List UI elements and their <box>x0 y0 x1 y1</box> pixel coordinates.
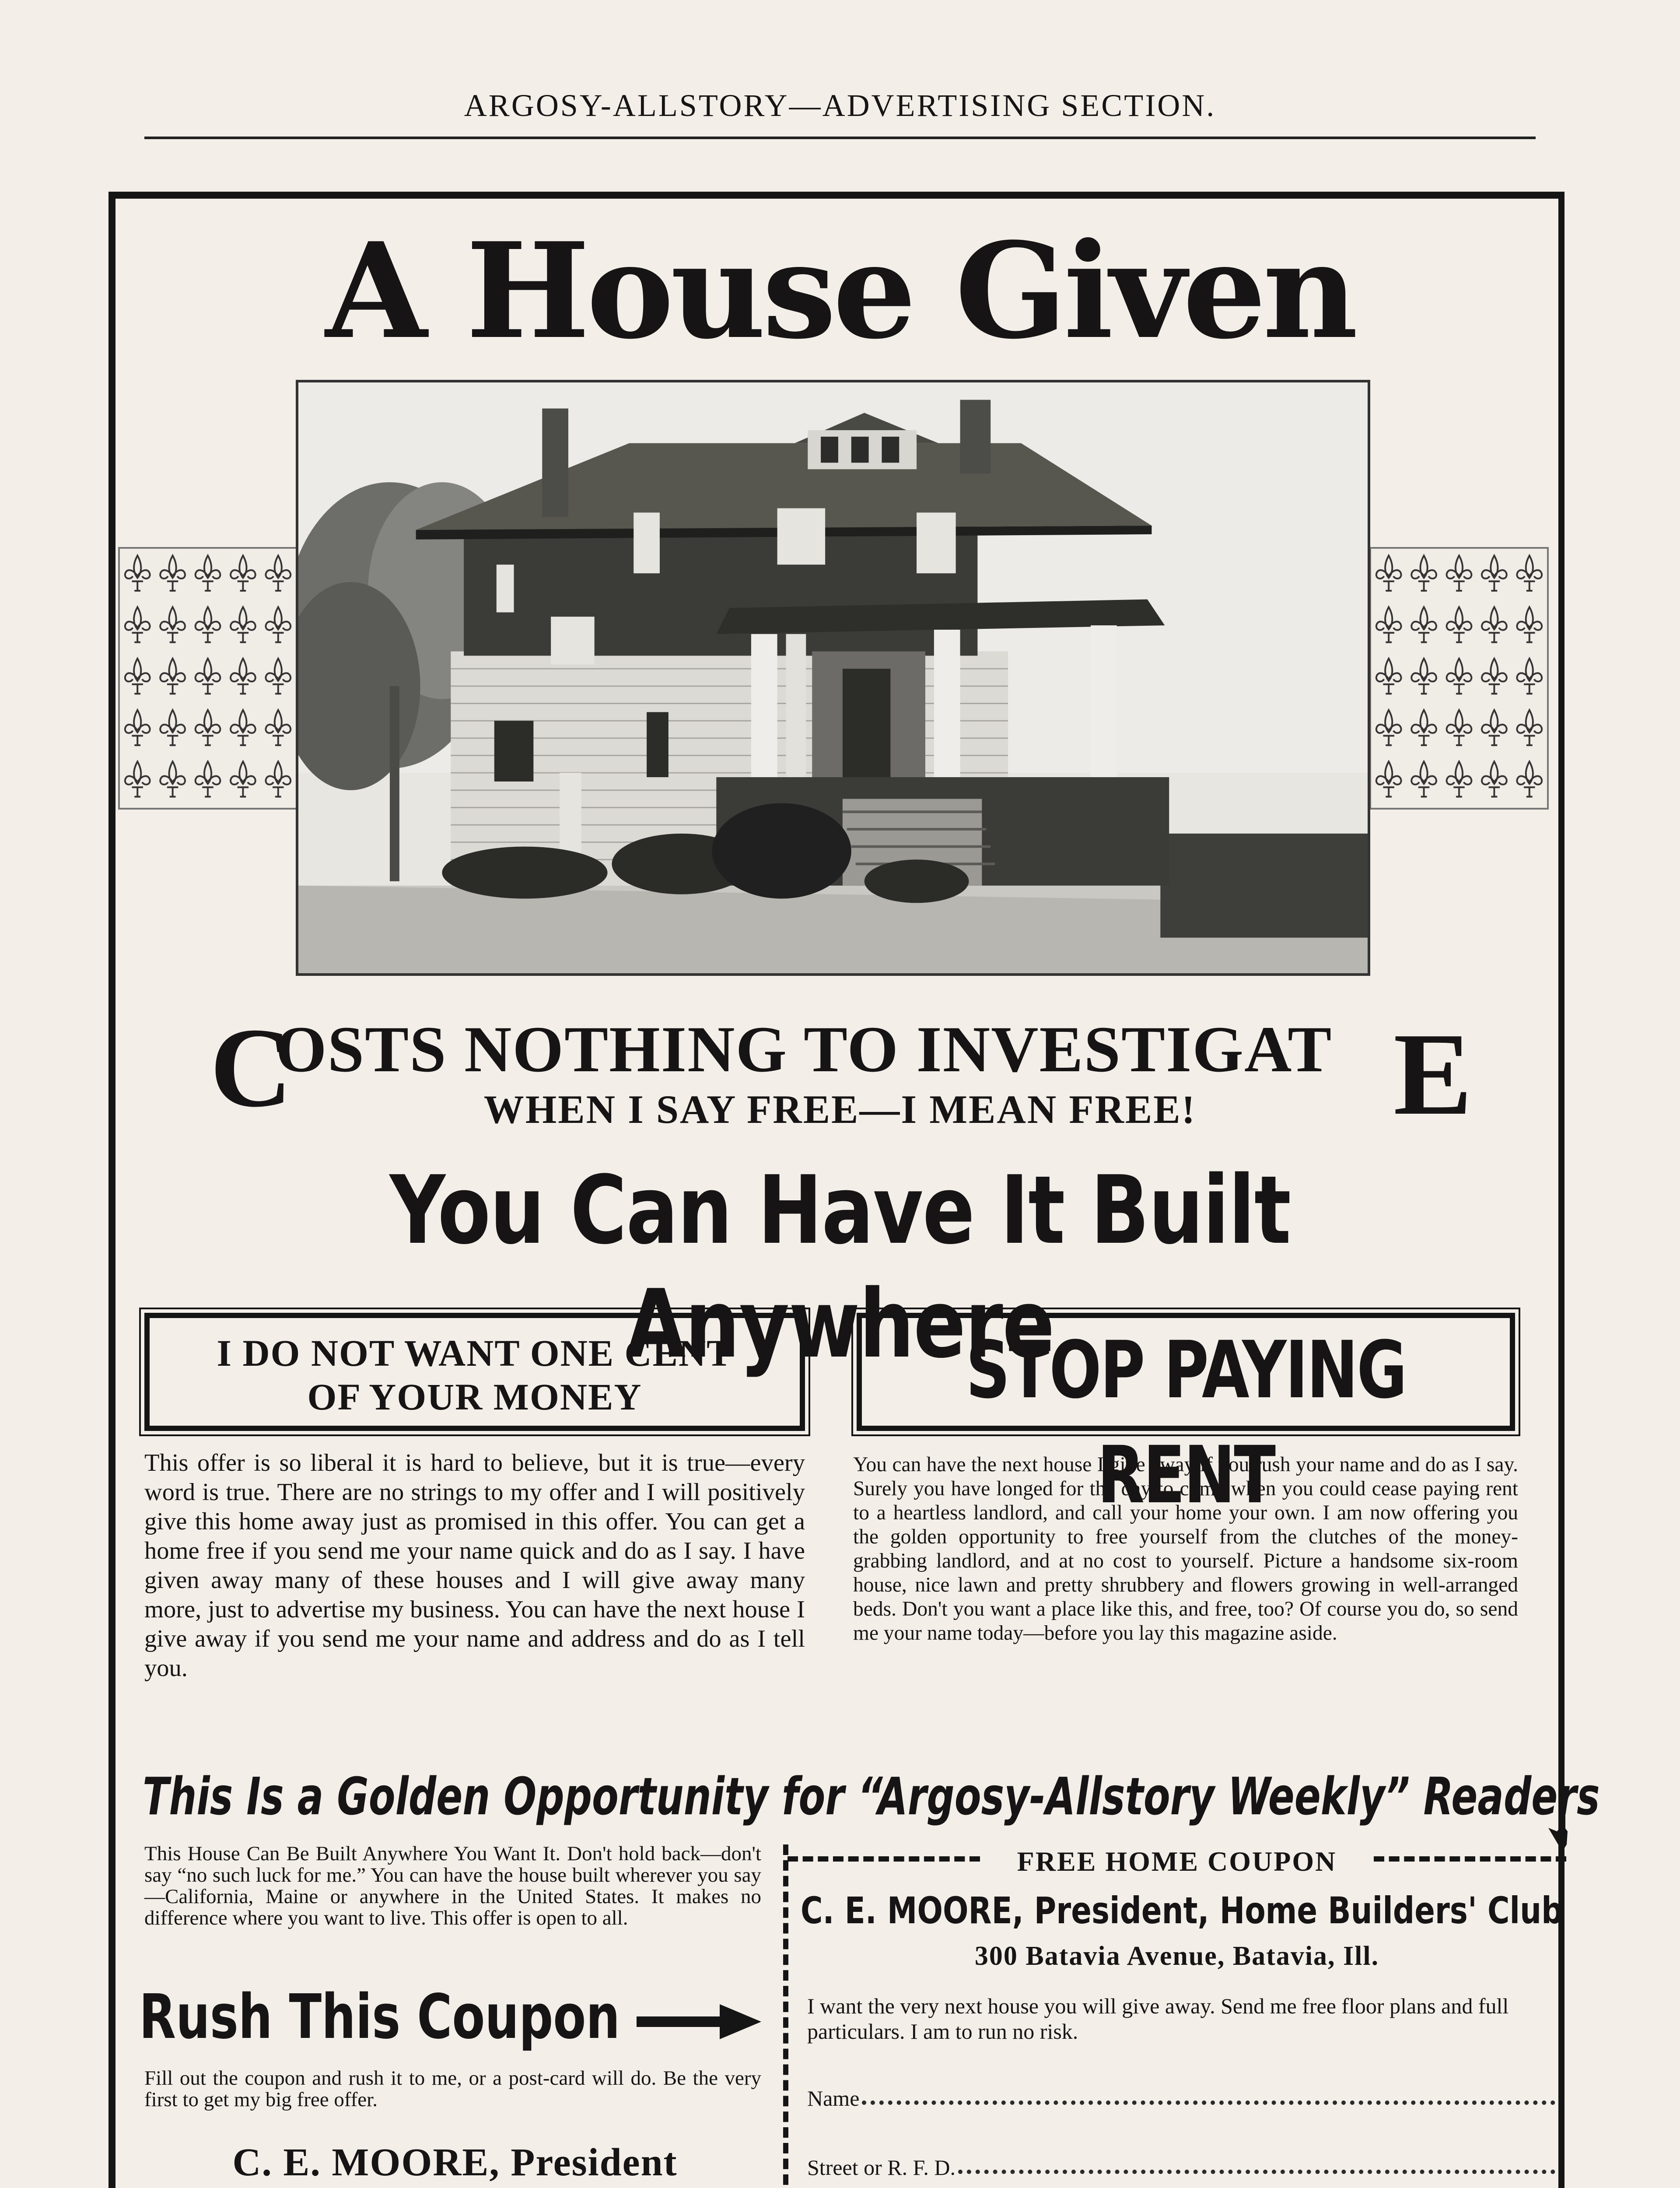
golden-opportunity-heading: This Is a Golden Opportunity for “Argosy-Allstory Weekly” Readers <box>143 1766 1600 1827</box>
coupon-dash-right <box>1374 1856 1566 1862</box>
stop-paying-rent-label: STOP PAYING RENT <box>966 1325 1406 1521</box>
coupon-dash-left <box>788 1856 980 1862</box>
coupon-address: 300 Batavia Avenue, Batavia, Ill. <box>974 1941 1379 1971</box>
no-money-line-2: OF YOUR MONEY <box>307 1376 642 1418</box>
coupon-street-line[interactable] <box>958 2152 1555 2174</box>
coupon-name-line[interactable] <box>862 2083 1555 2105</box>
house-photo-icon <box>296 380 1370 976</box>
built-anywhere-heading: You Can Have It Built Anywhere <box>389 1155 1291 1379</box>
coupon-street-field[interactable] <box>807 2152 1555 2183</box>
running-head: ARGOSY-ALLSTORY—ADVERTISING SECTION. <box>464 88 1216 123</box>
offer-text-left: This offer is so liberal it is hard to believe, but it is true—every word is true. There are no strings to my offer and I will positively give this home away just as promised in this offer. You can get a home free if you send me your name quick and do as I say. I have given away many of these houses and I will give away many more, just to advertise my business. You can have the next house I give away if you send me your name and address and do as I tell you. <box>144 1449 805 1682</box>
signature-name: C. E. MOORE, President <box>232 2141 678 2184</box>
costs-final-e: E <box>1393 1009 1473 1140</box>
headline: A House Given <box>325 214 1355 368</box>
right-arrow-icon <box>637 2000 763 2044</box>
costs-heading-text: OSTS NOTHING TO INVESTIGAT <box>276 1013 1333 1086</box>
coupon-street-label: Street or R. F. D. <box>807 2155 956 2180</box>
rush-coupon-heading: Rush This Coupon <box>139 1981 620 2053</box>
coupon-name-field[interactable] <box>807 2083 1555 2114</box>
no-money-line-1: I DO NOT WANT ONE CENT <box>217 1332 733 1374</box>
coupon-title: FREE HOME COUPON <box>980 1846 1374 1877</box>
coupon-name-label: Name <box>807 2086 860 2111</box>
built-anywhere-text: This House Can Be Built Anywhere You Want It. Don't hold back—don't say “no such luck for me.” You can have the house built wherever you say—California, Maine or anywhere in the United States. It makes no difference where you want to live. This offer is open to all. <box>144 1842 761 1929</box>
coupon-addressee: C. E. MOORE, President, Home Builders' Club <box>801 1889 1563 1932</box>
no-money-box <box>144 1313 805 1431</box>
coupon-header <box>788 1846 1566 1876</box>
fleur-de-lis-icon <box>118 547 298 810</box>
costs-initial-c: C <box>210 1005 292 1131</box>
free-subheading: WHEN I SAY FREE—I MEAN FREE! <box>483 1087 1197 1132</box>
stop-paying-rent-box <box>857 1313 1515 1521</box>
fleur-de-lis-icon <box>1369 547 1549 810</box>
offer-text-right: You can have the next house I give away if you rush your name and do as I say. Surely you have longed for the day to come when you could cease paying rent to a heartless landlord, and call your home your own. I am now offering you the golden opportunity to free yourself from the clutches of the money-grabbing landlord, and at no cost to yourself. Picture a handsome six-room house, nice lawn and pretty shrubbery and flowers growing in well-arranged beds. Don't you want a place like this, and free, too? Of course you do, so send me your name today—before you lay this magazine aside. <box>853 1453 1518 1645</box>
coupon-request-text: I want the very next house you will give away. Send me free floor plans and full particulars. I am to run no risk. <box>807 1994 1509 2044</box>
header-rule <box>144 137 1536 139</box>
rush-coupon-text: Fill out the coupon and rush it to me, or a post-card will do. Be the very first to get my big free offer. <box>144 2067 761 2111</box>
coupon-cut-line <box>783 1844 788 2188</box>
